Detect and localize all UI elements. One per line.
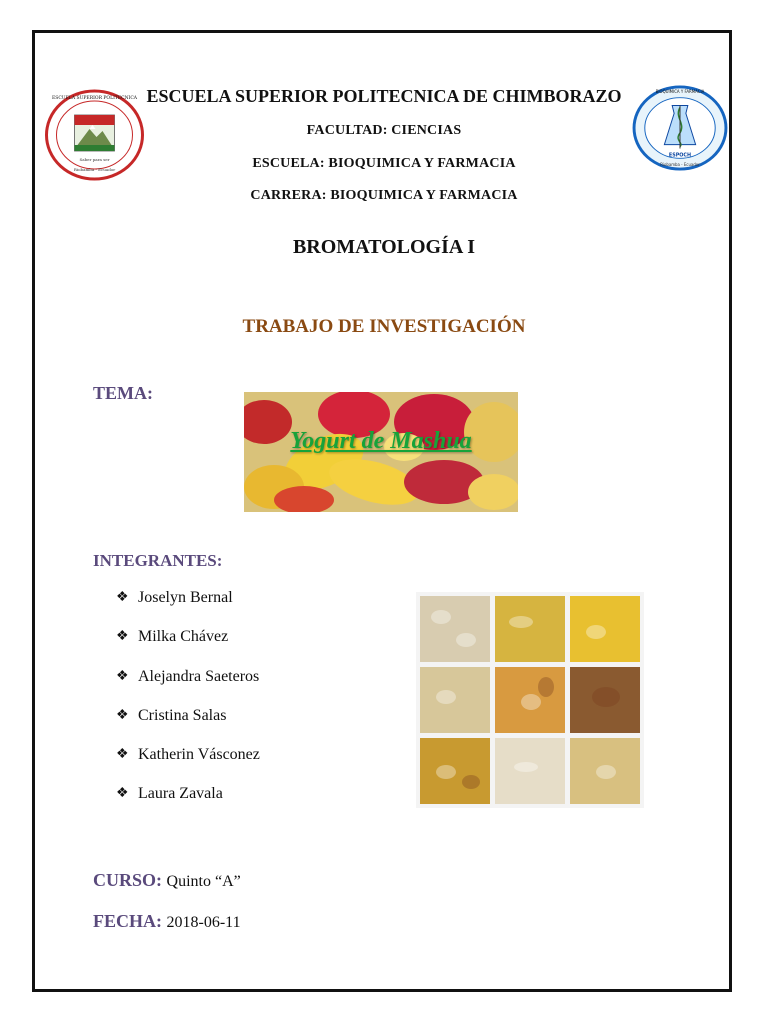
diamond-bullet-icon: ❖	[116, 707, 129, 723]
tema-label: TEMA:	[93, 383, 153, 403]
member-name: Alejandra Saeteros	[138, 667, 260, 685]
diamond-bullet-icon: ❖	[116, 590, 129, 605]
svg-text:ESCUELA SUPERIOR POLITECNICA: ESCUELA SUPERIOR POLITECNICA	[51, 96, 138, 101]
svg-text:Riobamba - Ecuador: Riobamba - Ecuador	[660, 162, 700, 168]
list-item	[116, 588, 260, 627]
list-item	[116, 784, 260, 823]
svg-text:Saber para ser: Saber para ser	[79, 157, 110, 162]
list-item	[116, 706, 260, 745]
work-type-title: TRABAJO DE INVESTIGACIÓN	[242, 316, 526, 337]
faculty-line: FACULTAD: CIENCIAS	[306, 123, 462, 138]
diamond-bullet-icon: ❖	[116, 629, 129, 645]
curso-row	[93, 870, 241, 891]
member-name: Joselyn Bernal	[138, 589, 233, 606]
svg-text:BIOQUIMICA Y FARMACIA: BIOQUIMICA Y FARMACIA	[655, 88, 705, 94]
curso-value: Quinto “A”	[166, 873, 241, 890]
mashua-tubers-image	[244, 392, 518, 512]
course-title: BROMATOLOGÍA I	[292, 236, 476, 258]
school-dept-line: ESCUELA: BIOQUIMICA Y FARMACIA	[252, 156, 516, 171]
curso-label: CURSO:	[93, 870, 163, 890]
member-name: Cristina Salas	[138, 706, 227, 724]
member-name: Laura Zavala	[138, 785, 223, 803]
fecha-row	[93, 911, 241, 932]
member-name: Milka Chávez	[138, 628, 229, 646]
list-item	[116, 627, 260, 666]
members-list	[116, 588, 260, 824]
diamond-bullet-icon: ❖	[116, 747, 129, 763]
fecha-value: 2018-06-11	[166, 914, 241, 931]
integrantes-label: INTEGRANTES:	[93, 551, 223, 570]
member-name: Katherin Vásconez	[138, 746, 260, 764]
svg-text:Riobamba - Ecuador: Riobamba - Ecuador	[73, 167, 116, 172]
svg-text:ESPOCH: ESPOCH	[668, 152, 692, 159]
school-title: ESCUELA SUPERIOR POLITECNICA DE CHIMBORAZO	[146, 86, 622, 106]
career-line: CARRERA: BIOQUIMICA Y FARMACIA	[250, 188, 518, 203]
diamond-bullet-icon: ❖	[116, 668, 129, 684]
list-item	[116, 667, 260, 706]
fecha-label: FECHA:	[93, 911, 162, 931]
diamond-bullet-icon: ❖	[116, 786, 129, 802]
list-item	[116, 745, 260, 784]
tema-title: Yogurt de Mashua	[290, 428, 472, 454]
mashua-varieties-grid-image	[416, 592, 644, 808]
